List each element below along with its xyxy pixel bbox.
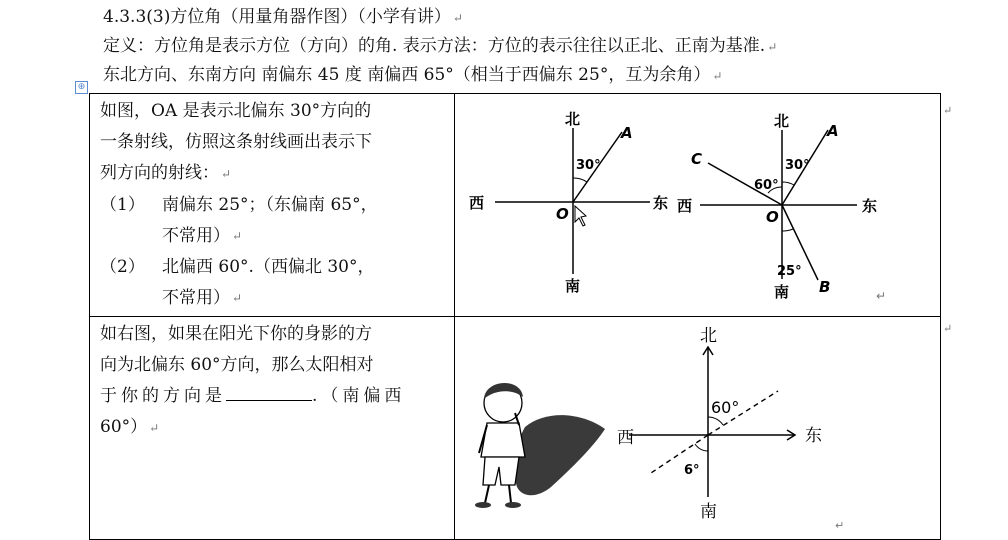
- direction-diagrams: [455, 94, 940, 312]
- table-row: [90, 317, 941, 540]
- d2-angle-c-label: 60°: [754, 178, 779, 193]
- d3-south-label: 南: [700, 502, 717, 522]
- d2-west-label: 西: [677, 197, 693, 215]
- d3-west-label: 西: [617, 428, 634, 448]
- boy-leg-right: [509, 485, 511, 503]
- row2-line3: 于你的方向是 .（南偏西: [100, 381, 446, 412]
- row1-end-mark: ↵: [943, 104, 953, 117]
- d2-ray-a-label: A: [827, 122, 839, 140]
- row2-text-cell: [90, 317, 455, 540]
- content-table: [89, 93, 941, 540]
- row1-item1: （1） 南偏东 25°；（东偏南 65°，: [100, 195, 378, 215]
- boy-shorts: [483, 457, 519, 485]
- d1-origin-label: O: [556, 205, 569, 223]
- diagram2: [677, 112, 877, 301]
- d2-ray-c-label: C: [691, 150, 703, 168]
- row1-line3: 列方向的射线： ↵: [100, 163, 232, 183]
- row1-item1-cont: 不常用） ↵: [162, 226, 243, 246]
- d1-angle-label: 30°: [576, 158, 601, 173]
- boy-illustration: [475, 383, 605, 508]
- d3-angle-arc-bottom: [695, 444, 708, 451]
- row2-paragraph-mark: ↵: [835, 519, 845, 532]
- row1-line1: 如图，OA 是表示北偏东 30°方向的: [100, 101, 372, 121]
- examples-line: 东北方向、东南方向 南偏东 45 度 南偏西 65°（相当于西偏东 25°，互为余角） ↵: [103, 65, 723, 85]
- d1-west-label: 西: [469, 194, 485, 212]
- d3-angle-top-label: 60°: [711, 398, 740, 417]
- definition-line: 定义：方位角是表示方位（方向）的角. 表示方法：方位的表示往往以正北、正南为基准. ↵: [103, 36, 778, 56]
- d1-north-label: 北: [565, 110, 581, 128]
- d2-angle-a-label: 30°: [785, 158, 810, 173]
- d3-angle-arc-top: [708, 417, 723, 425]
- d2-east-label: 东: [862, 197, 878, 215]
- d3-north-label: 北: [700, 326, 717, 346]
- d2-south-label: 南: [774, 283, 790, 301]
- d1-ray-a-label: A: [621, 124, 633, 142]
- boy-shadow: [514, 415, 605, 495]
- row2-figure-cell: [455, 317, 941, 540]
- row1-line2: 一条射线，仿照这条射线画出表示下: [100, 132, 372, 152]
- table-row: [90, 94, 941, 317]
- row1-text-cell: [90, 94, 455, 317]
- d3-angle-bottom-label: 6°: [684, 463, 700, 478]
- row2-line2: 向为北偏东 60°方向，那么太阳相对: [100, 355, 374, 375]
- d2-angle-arc-b: [782, 229, 793, 231]
- boy-shoe-left: [475, 502, 491, 508]
- boy-shirt: [481, 423, 525, 457]
- diagram1: [469, 110, 668, 295]
- d2-north-label: 北: [774, 112, 790, 130]
- d2-origin-label: O: [766, 208, 779, 226]
- row2-line1: 如右图，如果在阳光下你的身影的方: [100, 324, 372, 344]
- d2-ray-b-label: B: [819, 278, 831, 296]
- row2-end-mark: ↵: [943, 322, 953, 335]
- answer-blank: [226, 383, 312, 401]
- mouse-cursor-icon: [575, 206, 586, 226]
- row2-line4: 60°） ↵: [100, 417, 160, 437]
- section-title: 4.3.3(3)方位角（用量角器作图）（小学有讲） ↵: [103, 7, 463, 27]
- table-move-handle-icon[interactable]: ⊕: [75, 81, 88, 94]
- d2-angle-arc-a: [782, 182, 794, 185]
- row1-item2-cont: 不常用） ↵: [162, 288, 243, 308]
- boy-leg-left: [485, 485, 489, 503]
- d2-angle-b-label: 25°: [777, 264, 802, 279]
- row1-figure-cell: [455, 94, 941, 317]
- shadow-diagram: [455, 317, 940, 535]
- d1-angle-arc: [573, 178, 587, 182]
- row1-paragraph-mark: ↵: [876, 289, 887, 303]
- boy-shoe-right: [505, 502, 521, 508]
- diagram3: [617, 326, 822, 522]
- d3-east-label: 东: [805, 426, 822, 446]
- d1-east-label: 东: [653, 194, 669, 212]
- d1-south-label: 南: [565, 277, 581, 295]
- row1-item2: （2） 北偏西 60°.（西偏北 30°，: [100, 257, 375, 277]
